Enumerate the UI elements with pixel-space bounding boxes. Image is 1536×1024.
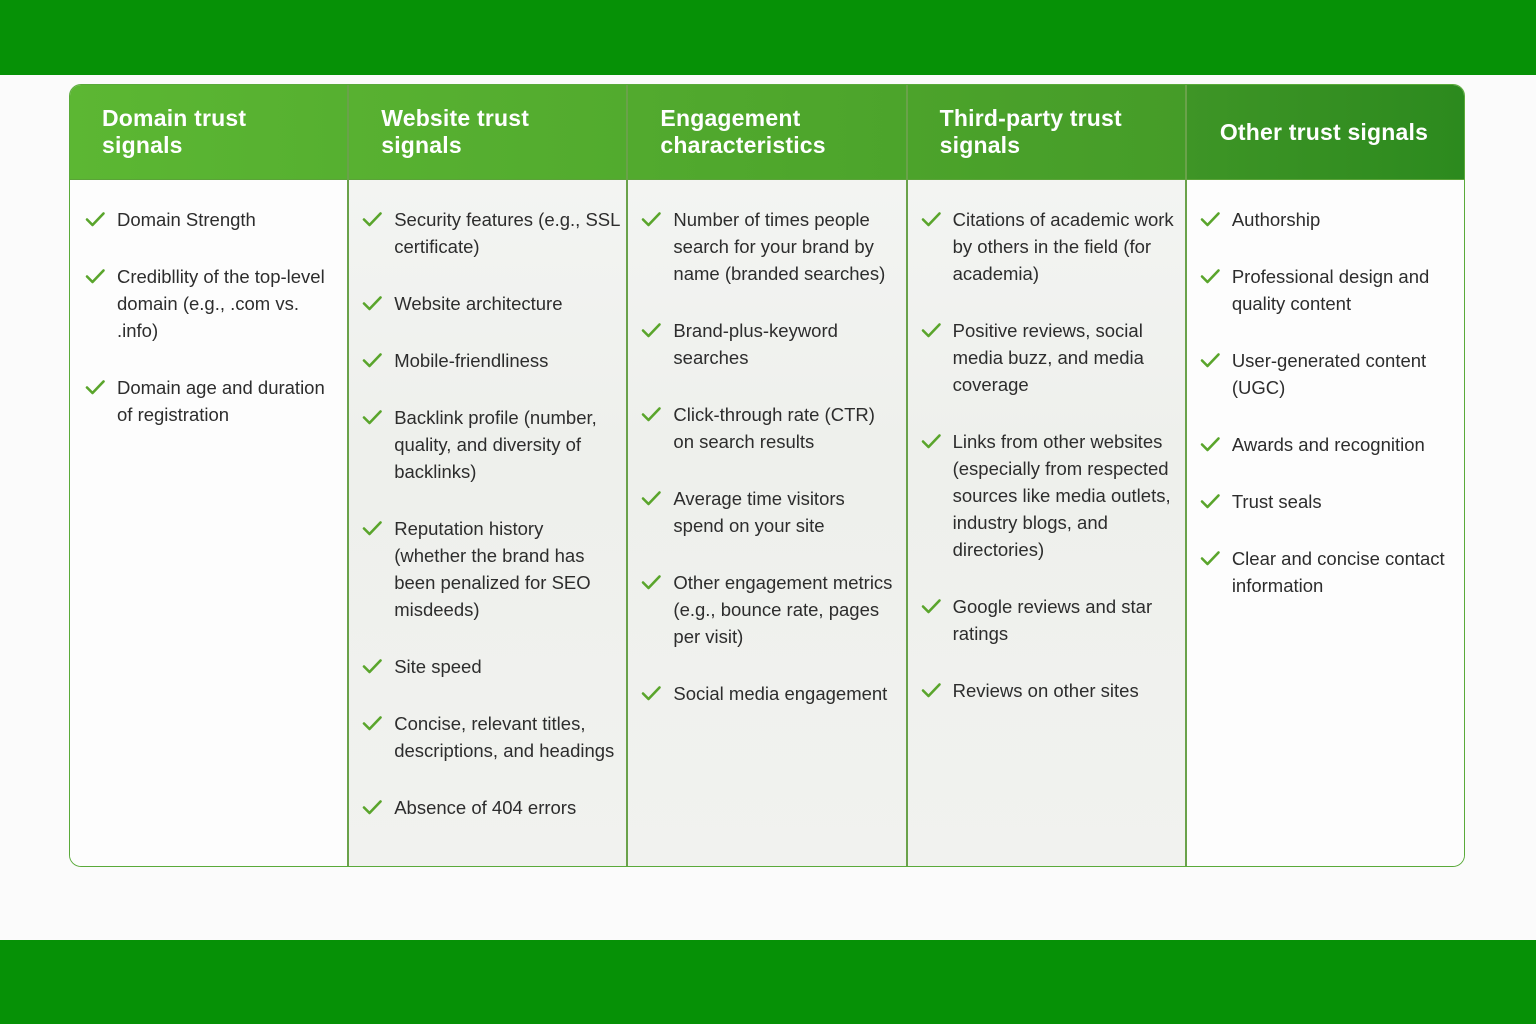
- checkmark-icon: [920, 430, 942, 452]
- list-item-text: Links from other websites (especially from respected sources like media outlets, industry blogs, and directories): [952, 431, 1171, 560]
- list-item: [628, 569, 905, 650]
- checkmark-icon: [1199, 349, 1221, 371]
- list-item-text: Awards and recognition: [1231, 434, 1425, 455]
- list-item-text: Other engagement metrics (e.g., bounce rate, pages per visit): [673, 572, 893, 647]
- list-item: [908, 317, 1185, 398]
- list-item-text: Trust seals: [1231, 491, 1322, 512]
- column-other-trust: [1187, 85, 1464, 866]
- column-body: [70, 180, 347, 866]
- list-item: [349, 515, 626, 623]
- list-item-text: Absence of 404 errors: [394, 797, 577, 818]
- checkmark-icon: [920, 595, 942, 617]
- list-item-text: Site speed: [394, 656, 482, 677]
- list-item: [1187, 488, 1464, 515]
- checkmark-icon: [640, 319, 662, 341]
- checkmark-icon: [1199, 490, 1221, 512]
- list-item: [628, 680, 905, 707]
- bottom-green-band: [0, 940, 1536, 1024]
- list-item-text: Credibllity of the top-level domain (e.g., .com vs. .info): [117, 266, 325, 341]
- checkmark-icon: [361, 349, 383, 371]
- checkmark-icon: [361, 292, 383, 314]
- list-item-text: Backlink profile (number, quality, and diversity of backlinks): [394, 407, 597, 482]
- top-green-band: [0, 0, 1536, 75]
- list-item: [349, 290, 626, 317]
- list-item: [628, 317, 905, 371]
- checkmark-icon: [84, 208, 106, 230]
- list-item-text: Domain age and duration of registration: [117, 377, 325, 425]
- checkmark-icon: [920, 679, 942, 701]
- list-item-text: Reviews on other sites: [952, 680, 1139, 701]
- column-third-party: [908, 85, 1187, 866]
- column-header-label: Other trust signals: [1219, 118, 1429, 145]
- list-item: [628, 485, 905, 539]
- column-body: [349, 180, 626, 866]
- list-item: [628, 401, 905, 455]
- column-domain-trust: [70, 85, 349, 866]
- list-item-text: Concise, relevant titles, descriptions, and headings: [394, 713, 615, 761]
- list-item: [1187, 263, 1464, 317]
- checkmark-icon: [361, 712, 383, 734]
- checkmark-icon: [920, 319, 942, 341]
- checkmark-icon: [84, 265, 106, 287]
- list-item: [1187, 431, 1464, 458]
- checkmark-icon: [361, 517, 383, 539]
- list-item-text: Professional design and quality content: [1231, 266, 1430, 314]
- checkmark-icon: [84, 376, 106, 398]
- column-header: [908, 85, 1185, 180]
- list-item: [70, 206, 347, 233]
- column-header-label: Engagement characteristics: [660, 105, 826, 158]
- checkmark-icon: [361, 406, 383, 428]
- checkmark-icon: [1199, 433, 1221, 455]
- column-header: [1187, 85, 1464, 180]
- list-item: [349, 794, 626, 821]
- list-item-text: Average time visitors spend on your site: [673, 488, 845, 536]
- checkmark-icon: [1199, 208, 1221, 230]
- list-item: [349, 404, 626, 485]
- list-item: [908, 206, 1185, 287]
- checkmark-icon: [640, 208, 662, 230]
- list-item: [349, 347, 626, 374]
- list-item-text: Google reviews and star ratings: [952, 596, 1153, 644]
- list-item-text: Click-through rate (CTR) on search results: [673, 404, 875, 452]
- checkmark-icon: [1199, 547, 1221, 569]
- column-website-trust: [349, 85, 628, 866]
- list-item-text: Security features (e.g., SSL certificate): [394, 209, 620, 257]
- checkmark-icon: [640, 487, 662, 509]
- checkmark-icon: [361, 796, 383, 818]
- list-item: [1187, 206, 1464, 233]
- column-header-label: Domain trust signals: [102, 105, 247, 158]
- checkmark-icon: [920, 208, 942, 230]
- checkmark-icon: [640, 682, 662, 704]
- column-header: [628, 85, 905, 180]
- list-item: [908, 428, 1185, 563]
- column-header-label: Third-party trust signals: [939, 105, 1122, 158]
- column-engagement: [628, 85, 907, 866]
- list-item: [1187, 545, 1464, 599]
- list-item: [349, 206, 626, 260]
- list-item-text: Citations of academic work by others in the field (for academia): [952, 209, 1174, 284]
- list-item: [628, 206, 905, 287]
- checkmark-icon: [1199, 265, 1221, 287]
- checkmark-icon: [640, 571, 662, 593]
- list-item-text: Number of times people search for your brand by name (branded searches): [673, 209, 886, 284]
- list-item-text: Mobile-friendliness: [394, 350, 549, 371]
- checkmark-icon: [361, 655, 383, 677]
- column-header: [70, 85, 347, 180]
- list-item-text: Website architecture: [394, 293, 563, 314]
- column-header-label: Website trust signals: [381, 105, 530, 158]
- column-body: [1187, 180, 1464, 866]
- list-item: [70, 374, 347, 428]
- list-item-text: Social media engagement: [673, 683, 888, 704]
- column-body: [628, 180, 905, 866]
- list-item-text: User-generated content (UGC): [1231, 350, 1427, 398]
- column-header: [349, 85, 626, 180]
- list-item-text: Authorship: [1231, 209, 1321, 230]
- list-item: [908, 677, 1185, 704]
- list-item: [908, 593, 1185, 647]
- list-item-text: Domain Strength: [117, 209, 256, 230]
- list-item-text: Clear and concise contact information: [1231, 548, 1445, 596]
- list-item: [349, 653, 626, 680]
- list-item: [349, 710, 626, 764]
- checkmark-icon: [361, 208, 383, 230]
- list-item-text: Reputation history (whether the brand has been penalized for SEO misdeeds): [394, 518, 591, 620]
- list-item: [70, 263, 347, 344]
- list-item: [1187, 347, 1464, 401]
- list-item-text: Brand-plus-keyword searches: [673, 320, 838, 368]
- list-item-text: Positive reviews, social media buzz, and media coverage: [952, 320, 1144, 395]
- checkmark-icon: [640, 403, 662, 425]
- trust-signals-table: [69, 84, 1465, 867]
- column-body: [908, 180, 1185, 866]
